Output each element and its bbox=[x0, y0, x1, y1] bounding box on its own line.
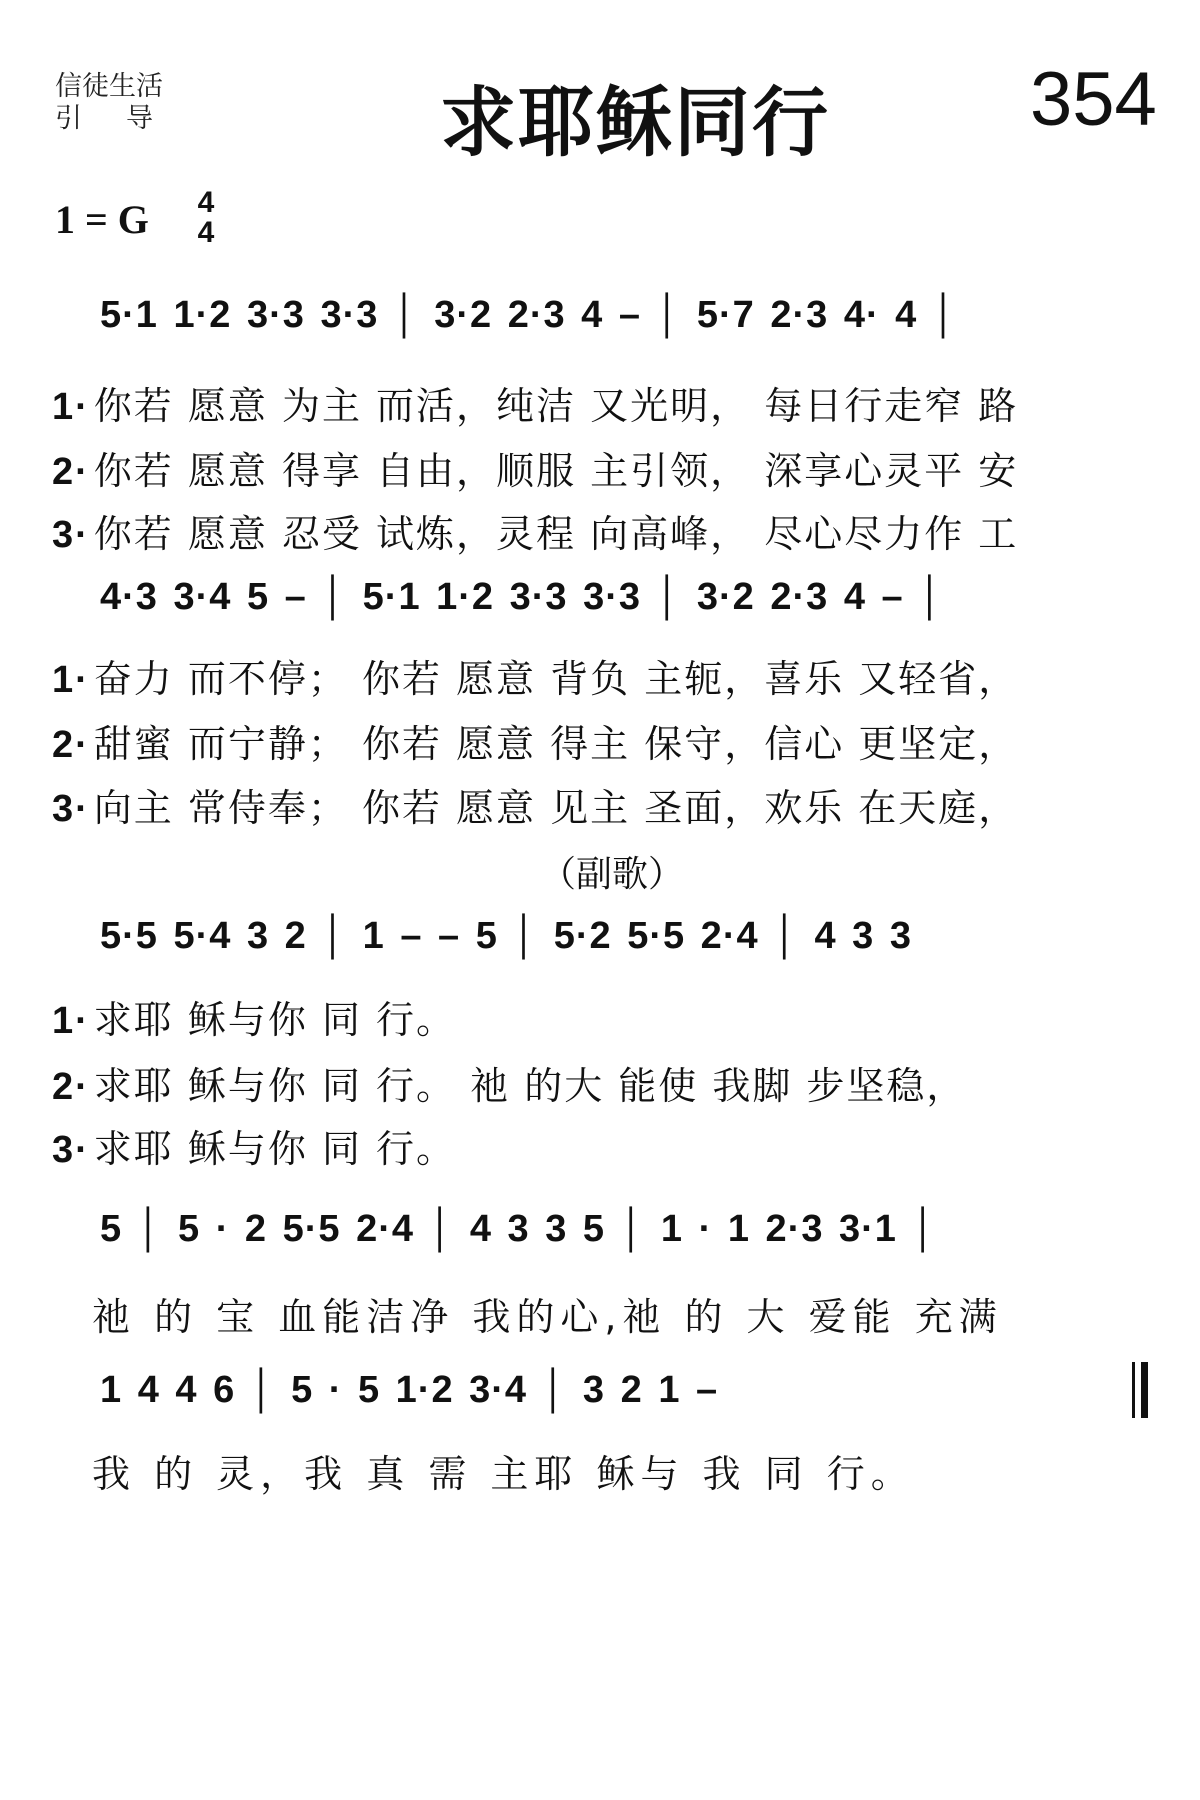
verse-number: 1· bbox=[52, 659, 90, 701]
verse-number: 3· bbox=[52, 514, 90, 556]
verse-number: 2· bbox=[52, 1066, 90, 1108]
key-signature: 1 = G bbox=[55, 197, 149, 242]
lyric-text: 你若 愿意 忍受 试炼，灵程 向高峰， 尽心尽力作 工 bbox=[93, 512, 1019, 556]
notation-line-3: 5·5 5·4 3 2 │ 1 – – 5 │ 5·2 5·5 2·4 │ 4 3 3 bbox=[100, 915, 912, 957]
lyric-line: 我 的 灵，我 真 需 主耶 稣与 我 同 行。 bbox=[92, 1452, 915, 1496]
hymn-number: 354 bbox=[1030, 57, 1157, 142]
notation-line-2: 4·3 3·4 5 – │ 5·1 1·2 3·3 3·3 │ 3·2 2·3 4 – │ bbox=[100, 576, 944, 618]
notation-line-5: 1 4 4 6 │ 5 · 5 1·2 3·4 │ 3 2 1 – bbox=[100, 1369, 719, 1411]
lyric-text: 求耶 稣与你 同 行。 bbox=[93, 1127, 457, 1171]
lyric-text: 你若 愿意 得享 自由，顺服 主引领， 深享心灵平 安 bbox=[93, 449, 1019, 493]
verse-number: 1· bbox=[52, 386, 90, 428]
lyric-line bbox=[52, 713, 1018, 768]
notation-line-4: 5 │ 5 · 2 5·5 2·4 │ 4 3 3 5 │ 1 · 1 2·3 3·1 │ bbox=[100, 1208, 938, 1250]
time-numerator: 4 bbox=[197, 186, 215, 219]
lyric-line bbox=[52, 1055, 966, 1110]
lyric-text: 向主 常侍奉； 你若 愿意 见主 圣面，欢乐 在天庭， bbox=[93, 786, 1019, 830]
lyric-text: 你若 愿意 为主 而活，纯洁 又光明， 每日行走窄 路 bbox=[93, 384, 1019, 428]
notation-line-1: 5·1 1·2 3·3 3·3 │ 3·2 2·3 4 – │ 5·7 2·3 4· 4 │ bbox=[100, 294, 958, 336]
lyric-line bbox=[52, 648, 1018, 703]
lyric-text: 求耶 稣与你 同 行。 bbox=[93, 998, 457, 1042]
verse-number: 3· bbox=[52, 788, 90, 830]
time-denominator: 4 bbox=[197, 216, 215, 249]
final-barline bbox=[1132, 1362, 1148, 1418]
lyric-line bbox=[52, 503, 1018, 558]
lyric-line bbox=[52, 440, 1018, 495]
lyric-text: 甜蜜 而宁静； 你若 愿意 得主 保守，信心 更坚定， bbox=[93, 722, 1019, 766]
verse-number: 2· bbox=[52, 724, 90, 766]
verse-number: 1· bbox=[52, 1000, 90, 1042]
lyric-line bbox=[52, 1118, 456, 1173]
hymn-title: 求耶稣同行 bbox=[440, 78, 830, 167]
lyric-line bbox=[52, 777, 1018, 832]
lyric-line bbox=[52, 989, 456, 1044]
category-label: 信徒生活 bbox=[55, 71, 163, 102]
verse-number: 3· bbox=[52, 1129, 90, 1171]
lyric-line bbox=[52, 375, 1018, 430]
chorus-label: （副歌） bbox=[540, 854, 685, 895]
lyric-text: 奋力 而不停； 你若 愿意 背负 主轭，喜乐 又轻省， bbox=[93, 657, 1019, 701]
lyric-text: 求耶 稣与你 同 行。 祂 的大 能使 我脚 步坚稳， bbox=[93, 1064, 967, 1108]
verse-number: 2· bbox=[52, 451, 90, 493]
lyric-line: 祂 的 宝 血能洁净 我的心,祂 的 大 爱能 充满 bbox=[92, 1295, 1003, 1339]
time-signature bbox=[193, 188, 219, 248]
subcategory-label: 引导 bbox=[55, 103, 197, 134]
